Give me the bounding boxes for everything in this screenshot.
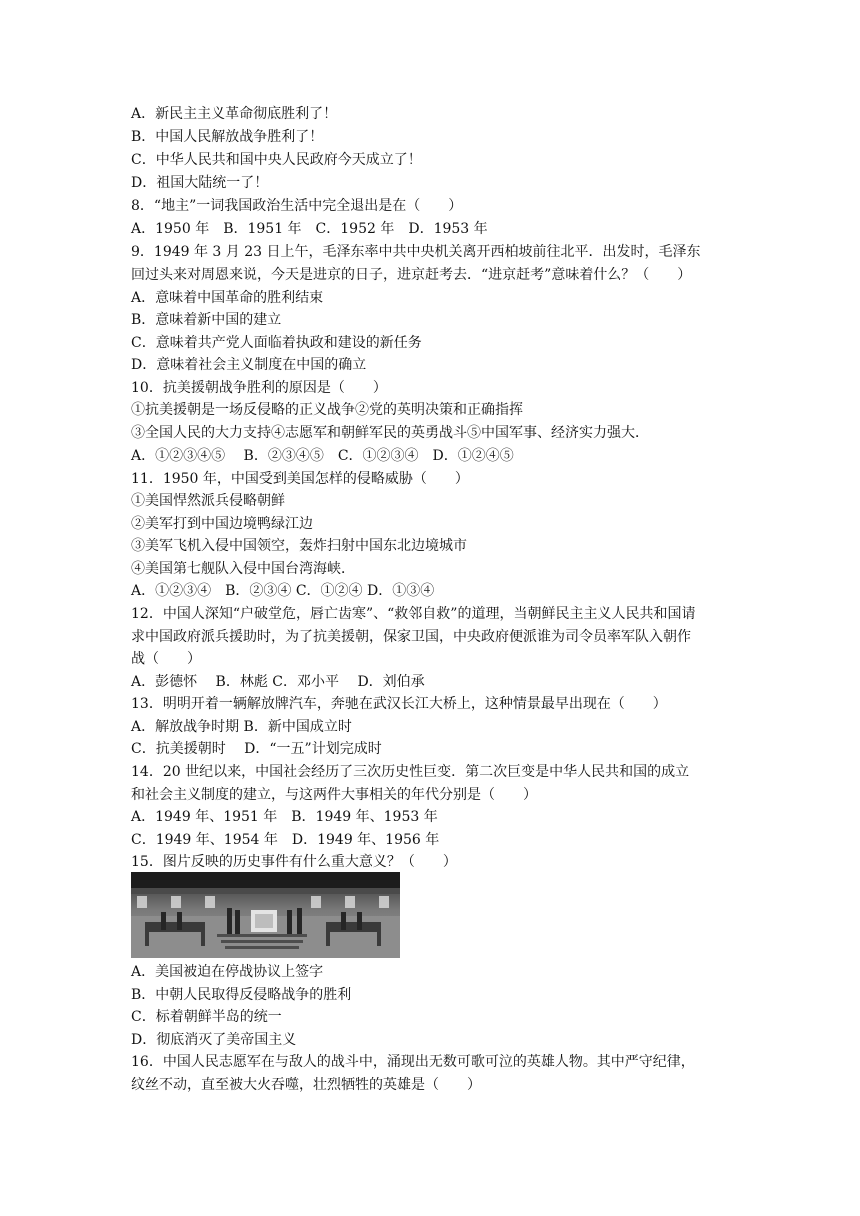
q11-stem: 11．1950 年，中国受到美国怎样的侵略威胁（ ） xyxy=(131,471,469,487)
q12-options: A．彭德怀 B．林彪 C．邓小平 D．刘伯承 xyxy=(131,674,425,690)
q12-stem-line3: 战（ ） xyxy=(131,651,201,667)
armistice-signing-photo-graphic xyxy=(131,872,400,958)
q11-item-1: ①美国悍然派兵侵略朝鲜 xyxy=(131,493,285,509)
q11-item-4: ④美国第七舰队入侵中国台湾海峡． xyxy=(131,561,355,577)
q13-options-ab: A．解放战争时期 B．新中国成立时 xyxy=(131,719,352,735)
q11-item-3: ③美军飞机入侵中国领空，轰炸扫射中国东北边境城市 xyxy=(131,538,467,554)
q12-stem-line1: 12．中国人深知“户破堂危，唇亡齿寒”、“救邻自救”的道理，当朝鲜民主主义人民共和国请 xyxy=(131,606,696,622)
q15-option-b: B．中朝人民取得反侵略战争的胜利 xyxy=(131,987,352,1003)
q7-option-c: C．中华人民共和国中央人民政府今天成立了！ xyxy=(131,152,422,168)
q15-stem: 15．图片反映的历史事件有什么重大意义？（ ） xyxy=(131,854,457,870)
q14-stem-line2: 和社会主义制度的建立，与这两件大事相关的年代分别是（ ） xyxy=(131,787,537,803)
q15-option-a: A．美国被迫在停战协议上签字 xyxy=(131,964,324,980)
q9-option-d: D．意味着社会主义制度在中国的确立 xyxy=(131,357,367,373)
q9-stem-line2: 回过头来对周恩来说，今天是进京的日子，进京赶考去．“进京赶考”意味着什么？（ ） xyxy=(131,267,692,283)
q15-option-c: C．标着朝鲜半岛的统一 xyxy=(131,1009,282,1025)
q9-option-a: A．意味着中国革命的胜利结束 xyxy=(131,290,324,306)
q10-items-line1: ①抗美援朝是一场反侵略的正义战争②党的英明决策和正确指挥 xyxy=(131,402,523,418)
q8-stem: 8．“地主”一词我国政治生活中完全退出是在（ ） xyxy=(131,198,463,214)
q14-options-cd: C．1949 年、1954 年 D．1949 年、1956 年 xyxy=(131,832,440,848)
q12-stem-line2: 求中国政府派兵援助时，为了抗美援朝，保家卫国，中央政府便派谁为司令员率军队入朝作 xyxy=(131,629,691,645)
q14-stem-line1: 14．20 世纪以来，中国社会经历了三次历史性巨变．第二次巨变是中华人民共和国的成立 xyxy=(131,764,690,780)
q7-option-a: A．新民主主义革命彻底胜利了！ xyxy=(131,106,338,122)
armistice-signing-photo xyxy=(131,872,400,958)
q9-stem-line1: 9．1949 年 3 月 23 日上午，毛泽东率中共中央机关离开西柏坡前往北平．出发时，毛泽东 xyxy=(131,244,701,260)
q16-stem-line1: 16．中国人民志愿军在与敌人的战斗中，涌现出无数可歌可泣的英雄人物。其中严守纪律， xyxy=(131,1054,695,1070)
q15-option-d: D．彻底消灭了美帝国主义 xyxy=(131,1032,297,1048)
q13-options-cd: C．抗美援朝时 D．“一五”计划完成时 xyxy=(131,741,382,757)
q11-item-2: ②美军打到中国边境鸭绿江边 xyxy=(131,516,313,532)
q10-items-line2: ③全国人民的大力支持④志愿军和朝鲜军民的英勇战斗⑤中国军事、经济实力强大． xyxy=(131,425,649,441)
q11-options: A．①②③④ B．②③④ C．①②④ D．①③④ xyxy=(131,583,435,599)
q7-option-b: B．中国人民解放战争胜利了！ xyxy=(131,129,324,145)
q10-stem: 10．抗美援朝战争胜利的原因是（ ） xyxy=(131,380,387,396)
q8-options: A．1950 年 B．1951 年 C．1952 年 D．1953 年 xyxy=(131,221,488,237)
q13-stem: 13．明明开着一辆解放牌汽车，奔驰在武汉长江大桥上，这种情景最早出现在（ ） xyxy=(131,696,667,712)
q10-options: A．①②③④⑤ B．②③④⑤ C．①②③④ D．①②④⑤ xyxy=(131,448,514,464)
q7-option-d: D．祖国大陆统一了！ xyxy=(131,175,269,191)
q9-option-b: B．意味着新中国的建立 xyxy=(131,312,282,328)
q14-options-ab: A．1949 年、1951 年 B．1949 年、1953 年 xyxy=(131,809,438,825)
q9-option-c: C．意味着共产党人面临着执政和建设的新任务 xyxy=(131,335,422,351)
q16-stem-line2: 纹丝不动，直至被大火吞噬，壮烈牺牲的英雄是（ ） xyxy=(131,1077,481,1093)
